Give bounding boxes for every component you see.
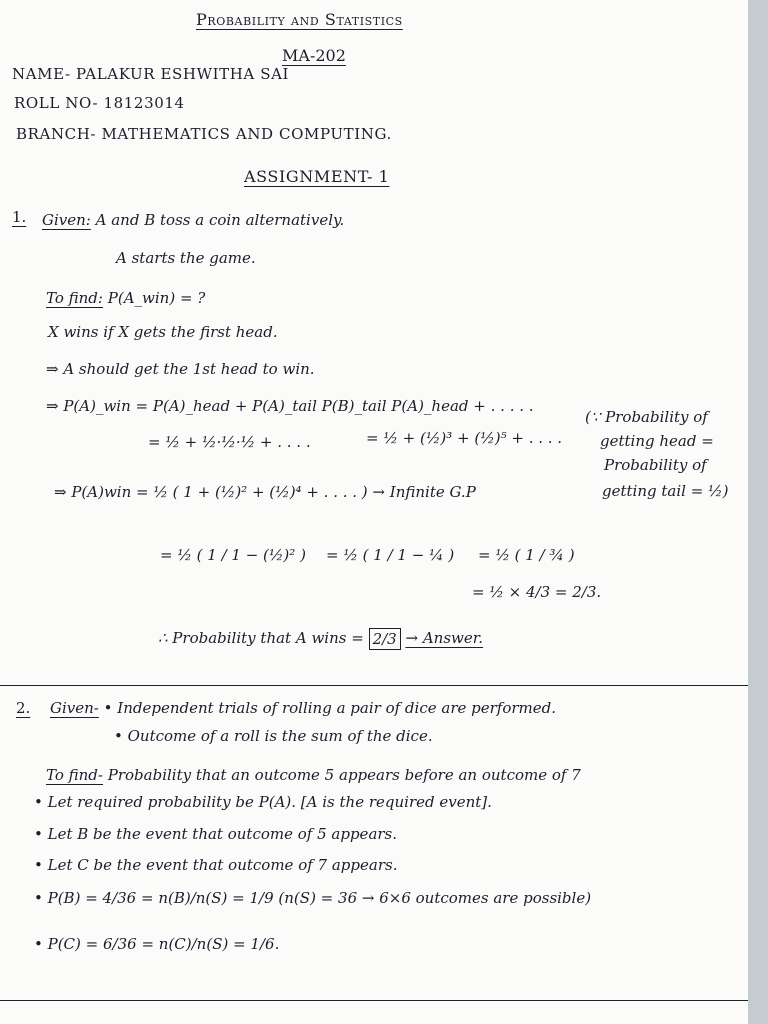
q1-line-1: X wins if X gets the first head. — [48, 323, 278, 341]
q1-answer-box: 2/3 — [369, 628, 401, 650]
q1-note-3: Probability of — [604, 456, 707, 474]
q2-given — [50, 698, 556, 718]
background-edge — [748, 0, 768, 1024]
q1-conclusion — [158, 628, 483, 650]
q2-number: 2. — [16, 699, 31, 717]
q1-note-2: getting head = — [600, 432, 714, 450]
q2-to-find-value: Probability that an outcome 5 appears before an outcome of 7 — [107, 766, 581, 784]
section-divider — [0, 685, 748, 686]
q1-line-6a: = ½ ( 1 / 1 − (½)² ) — [160, 546, 306, 564]
q1-given-1: A and B toss a coin alternatively. — [95, 211, 345, 229]
q1-line-6b: = ½ ( 1 / 1 − ¼ ) — [326, 546, 455, 564]
q2-given-1: • Independent trials of rolling a pair of dice are performed. — [103, 699, 557, 717]
assignment-title: ASSIGNMENT- 1 — [244, 167, 390, 186]
q1-number: 1. — [12, 208, 27, 226]
course-code: MA-202 — [282, 46, 346, 65]
q2-bullet-2: • Let B be the event that outcome of 5 appears. — [34, 825, 398, 843]
q2-given-2: • Outcome of a roll is the sum of the dice. — [114, 727, 433, 745]
page-bottom-line — [0, 1000, 748, 1001]
q2-bullet-4: • P(B) = 4/36 = n(B)/n(S) = 1/9 (n(S) = 36 → 6×6 outcomes are possible) — [34, 889, 592, 907]
q1-to-find-value: P(A_win) = ? — [107, 289, 206, 307]
student-name: NAME- PALAKUR ESHWITHA SAI — [12, 65, 290, 83]
q1-given-2: A starts the game. — [116, 249, 256, 267]
q2-bullet-3: • Let C be the event that outcome of 7 appears. — [34, 856, 398, 874]
q2-to-find — [46, 765, 581, 785]
q1-line-5: ⇒ P(A)win = ½ ( 1 + (½)² + (½)⁴ + . . . . ) → Infinite G.P — [54, 483, 476, 501]
q1-answer-label: → Answer. — [405, 629, 484, 647]
q1-given-label: Given: — [42, 211, 91, 229]
q1-line-7: = ½ × 4/3 = 2/3. — [472, 583, 602, 601]
q1-note-4: getting tail = ½) — [602, 482, 729, 500]
q1-to-find-label: To find: — [46, 289, 103, 307]
q1-line-4b: = ½ + (½)³ + (½)⁵ + . . . . — [366, 429, 563, 447]
q1-line-2: ⇒ A should get the 1st head to win. — [46, 360, 315, 378]
q2-bullet-1: • Let required probability be P(A). [A is the required event]. — [34, 793, 492, 811]
q1-given — [42, 210, 344, 230]
q2-given-label: Given- — [50, 699, 99, 717]
q1-to-find — [46, 288, 205, 308]
q2-to-find-label: To find- — [46, 766, 103, 784]
roll-number: ROLL NO- 18123014 — [14, 94, 185, 112]
q2-bullet-5: • P(C) = 6/36 = n(C)/n(S) = 1/6. — [34, 935, 280, 953]
branch: BRANCH- MATHEMATICS AND COMPUTING. — [16, 125, 392, 143]
q1-line-3: ⇒ P(A)_win = P(A)_head + P(A)_tail P(B)_tail P(A)_head + . . . . . — [46, 397, 534, 415]
q1-line-6c: = ½ ( 1 / ¾ ) — [478, 546, 575, 564]
q1-note-1: (∵ Probability of — [585, 408, 708, 426]
q1-conclusion-label: ∴ Probability that A wins = — [158, 629, 364, 647]
q1-line-4a: = ½ + ½·½·½ + . . . . — [148, 433, 311, 451]
page-title: Probability and Statistics — [196, 10, 403, 29]
